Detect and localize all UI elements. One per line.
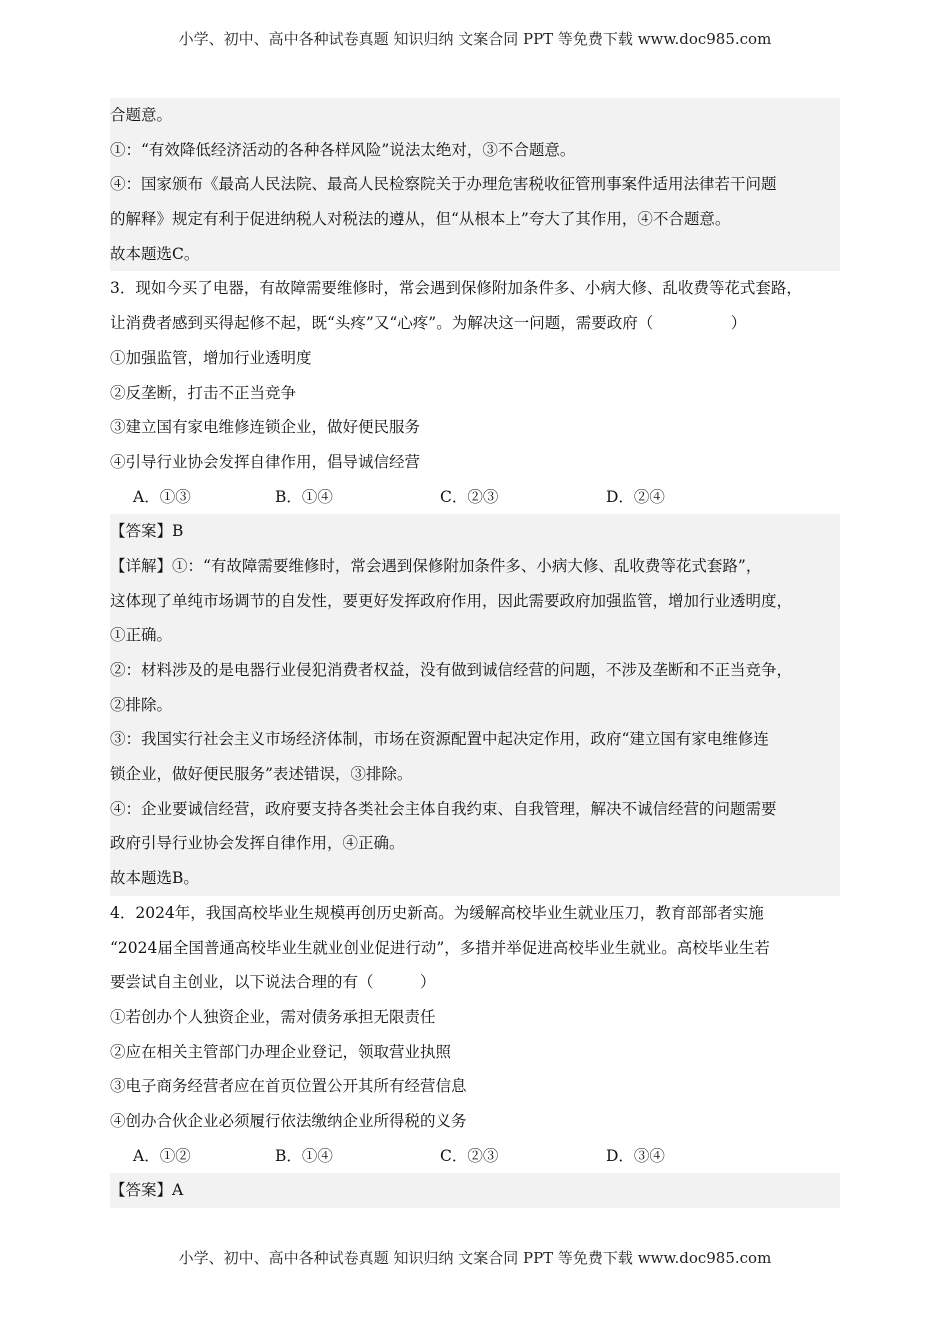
analysis-line: 合题意。 bbox=[110, 98, 840, 133]
analysis-line: ②：材料涉及的是电器行业侵犯消费者权益，没有做到诚信经营的问题，不涉及垄断和不正当竞争， bbox=[110, 653, 840, 688]
option-d: D．③④ bbox=[606, 1146, 665, 1165]
page-header: 小学、初中、高中各种试卷真题 知识归纳 文案合同 PPT 等免费下载 www.doc985.com bbox=[178, 30, 772, 48]
q4-answer: 【答案】A bbox=[110, 1173, 840, 1208]
q3-stem: 3．现如今买了电器，有故障需要维修时，常会遇到保修附加条件多、小病大修、乱收费等花式套路， bbox=[110, 279, 802, 298]
q3-item: ②反垄断，打击不正当竞争 bbox=[110, 383, 297, 402]
analysis-line: ④：企业要诚信经营，政府要支持各类社会主体自我约束、自我管理，解决不诚信经营的问题需要 bbox=[110, 792, 840, 827]
q3-options bbox=[110, 480, 840, 515]
q4-item: ③电子商务经营者应在首页位置公开其所有经营信息 bbox=[110, 1077, 467, 1096]
analysis-line: 的解释》规定有利于促进纳税人对税法的遵从，但“从根本上”夸大了其作用，④不合题意。 bbox=[110, 202, 840, 237]
option-b: B．①④ bbox=[275, 1146, 333, 1165]
analysis-line: ①正确。 bbox=[110, 618, 840, 653]
option-c: C．②③ bbox=[440, 1146, 499, 1165]
analysis-line: 【详解】①：“有故障需要维修时，常会遇到保修附加条件多、小病大修、乱收费等花式套路”， bbox=[110, 549, 840, 584]
analysis-line: ②排除。 bbox=[110, 688, 840, 723]
analysis-line: 故本题选C。 bbox=[110, 237, 840, 272]
q4-item: ①若创办个人独资企业，需对债务承担无限责任 bbox=[110, 1007, 436, 1026]
q3-answer: 【答案】B bbox=[110, 514, 840, 549]
q3-item: ③建立国有家电维修连锁企业，做好便民服务 bbox=[110, 418, 421, 437]
option-a: A．①③ bbox=[133, 487, 191, 506]
q4-stem: “2024届全国普通高校毕业生就业创业促进行动”，多措并举促进高校毕业生就业。高校毕业生若 bbox=[110, 938, 770, 957]
option-a: A．①② bbox=[133, 1146, 191, 1165]
analysis-line: ③：我国实行社会主义市场经济体制，市场在资源配置中起决定作用，政府“建立国有家电维修连 bbox=[110, 722, 840, 757]
option-d: D．②④ bbox=[606, 487, 665, 506]
option-b: B．①④ bbox=[275, 487, 333, 506]
analysis-line: ④：国家颁布《最高人民法院、最高人民检察院关于办理危害税收征管刑事案件适用法律若干问题 bbox=[110, 167, 840, 202]
analysis-line: 锁企业，做好便民服务”表述错误，③排除。 bbox=[110, 757, 840, 792]
document-body bbox=[110, 98, 840, 1208]
analysis-line: 这体现了单纯市场调节的自发性，要更好发挥政府作用，因此需要政府加强监管，增加行业透明度， bbox=[110, 584, 840, 619]
q3-stem: 让消费者感到买得起修不起，既“头疼”又“心疼”。为解决这一问题，需要政府（ ） bbox=[110, 314, 747, 333]
page-footer: 小学、初中、高中各种试卷真题 知识归纳 文案合同 PPT 等免费下载 www.doc985.com bbox=[178, 1249, 772, 1267]
analysis-line: 政府引导行业协会发挥自律作用，④正确。 bbox=[110, 826, 840, 861]
analysis-line: ①：“有效降低经济活动的各种各样风险”说法太绝对，③不合题意。 bbox=[110, 133, 840, 168]
q4-item: ④创办合伙企业必须履行依法缴纳企业所得税的义务 bbox=[110, 1111, 467, 1130]
q4-options bbox=[110, 1139, 840, 1174]
analysis-line: 故本题选B。 bbox=[110, 861, 840, 896]
q4-item: ②应在相关主管部门办理企业登记，领取营业执照 bbox=[110, 1042, 452, 1061]
q4-stem: 4．2024年，我国高校毕业生规模再创历史新高。为缓解高校毕业生就业压刀，教育部部者实施 bbox=[110, 903, 764, 922]
option-c: C．②③ bbox=[440, 487, 499, 506]
q3-item: ④引导行业协会发挥自律作用，倡导诚信经营 bbox=[110, 452, 421, 471]
q3-item: ①加强监管，增加行业透明度 bbox=[110, 348, 312, 367]
q4-stem: 要尝试自主创业，以下说法合理的有（ ） bbox=[110, 973, 436, 992]
